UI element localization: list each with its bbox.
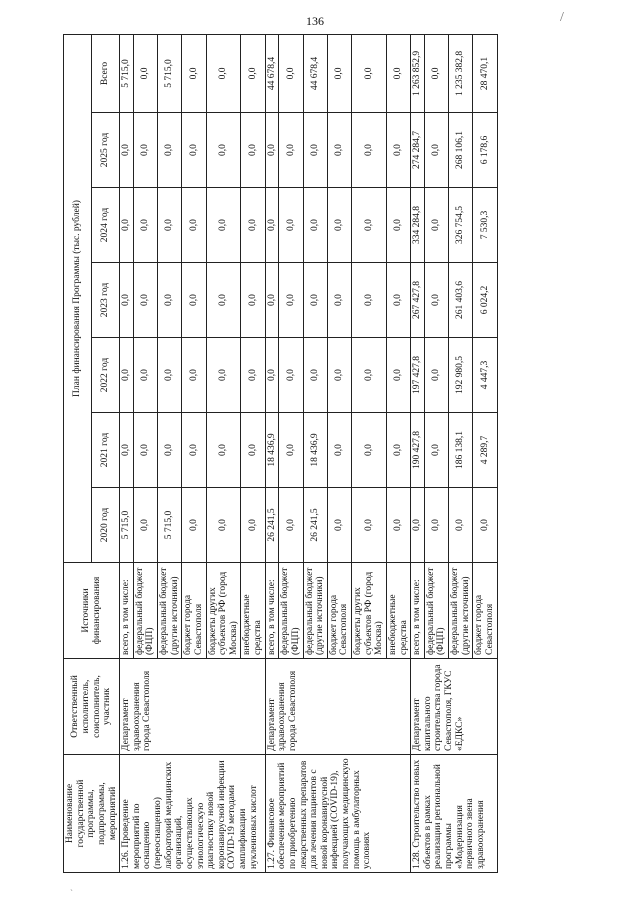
value-cell: 0,0 xyxy=(133,113,157,188)
value-cell: 0,0 xyxy=(158,113,182,188)
value-cell: 0,0 xyxy=(386,188,410,263)
table-row xyxy=(411,34,425,872)
value-cell: 0,0 xyxy=(303,113,327,188)
value-cell: 0,0 xyxy=(424,188,448,263)
value-cell: 0,0 xyxy=(386,488,410,563)
value-total: 1 263 852,9 xyxy=(411,34,425,112)
value-cell: 6 024,2 xyxy=(473,263,497,338)
value-cell: 26 241,5 xyxy=(303,488,327,563)
header-executor: Ответственный исполнитель, соисполнитель, участник xyxy=(64,659,120,755)
value-cell: 0,0 xyxy=(386,113,410,188)
value-total: 0,0 xyxy=(279,34,303,112)
table-row xyxy=(120,34,134,872)
value-cell: 197 427,8 xyxy=(411,338,425,413)
value-cell: 0,0 xyxy=(352,413,387,488)
value-cell: 18 436,9 xyxy=(303,413,327,488)
value-cell: 0,0 xyxy=(265,263,279,338)
value-cell: 0,0 xyxy=(206,263,241,338)
value-cell: 0,0 xyxy=(120,338,134,413)
value-cell: 0,0 xyxy=(206,338,241,413)
funding-source: бюджеты других субъектов РФ (город Москва) xyxy=(206,563,241,659)
value-cell: 0,0 xyxy=(279,188,303,263)
measure-name: 1.27. Финансовое обеспечение мероприятий по приобретению лекарственных препаратов для лечения пациентов с новой коронавирусной инфекцией (COVID-19), получающих медицинскую помощь в амбулаторных условиях xyxy=(265,755,411,873)
value-cell: 0,0 xyxy=(352,113,387,188)
value-total: 0,0 xyxy=(352,34,387,112)
value-cell: 192 980,5 xyxy=(449,338,473,413)
value-cell: 0,0 xyxy=(424,413,448,488)
value-cell: 0,0 xyxy=(352,263,387,338)
value-cell: 186 138,1 xyxy=(449,413,473,488)
value-cell: 0,0 xyxy=(158,413,182,488)
page-number: 136 xyxy=(306,14,324,28)
value-cell: 0,0 xyxy=(182,413,206,488)
value-cell: 0,0 xyxy=(279,338,303,413)
funding-source: всего, в том числе: xyxy=(120,563,134,659)
value-total: 0,0 xyxy=(386,34,410,112)
header-row-1 xyxy=(64,34,92,872)
header-year-2022: 2022 год xyxy=(92,338,120,413)
value-cell: 267 427,8 xyxy=(411,263,425,338)
table-row xyxy=(265,34,279,872)
value-total: 1 235 382,8 xyxy=(449,34,473,112)
funding-source: всего, в том числе: xyxy=(265,563,279,659)
value-cell: 0,0 xyxy=(424,488,448,563)
executor: Департамент капитального строительства города Севастополя, ГКУС «ЕДКС» xyxy=(411,659,497,755)
funding-source: федеральный бюджет (ФЦП) xyxy=(424,563,448,659)
value-cell: 0,0 xyxy=(120,263,134,338)
value-cell: 0,0 xyxy=(279,113,303,188)
value-cell: 190 427,8 xyxy=(411,413,425,488)
value-cell: 0,0 xyxy=(411,488,425,563)
funding-source: бюджет города Севастополя xyxy=(182,563,206,659)
value-cell: 5 715,0 xyxy=(158,488,182,563)
value-cell: 0,0 xyxy=(386,413,410,488)
value-cell: 0,0 xyxy=(241,188,265,263)
measure-name: 1.28. Строительство новых объектов в рамках реализации региональной программы «Модернизация первичного звена здравоохранения xyxy=(411,755,497,873)
value-cell: 6 178,6 xyxy=(473,113,497,188)
header-name: Наименование государственной программы, подпрограммы, мероприятий xyxy=(64,755,120,873)
value-cell: 0,0 xyxy=(424,263,448,338)
value-cell: 0,0 xyxy=(473,488,497,563)
value-cell: 0,0 xyxy=(182,263,206,338)
corner-mark: / xyxy=(560,10,564,25)
value-cell: 4 289,7 xyxy=(473,413,497,488)
value-cell: 0,0 xyxy=(279,413,303,488)
value-cell: 18 436,9 xyxy=(265,413,279,488)
value-cell: 0,0 xyxy=(241,488,265,563)
value-cell: 261 403,6 xyxy=(449,263,473,338)
value-cell: 0,0 xyxy=(386,338,410,413)
header-year-2021: 2021 год xyxy=(92,413,120,488)
value-cell: 0,0 xyxy=(182,338,206,413)
value-cell: 0,0 xyxy=(158,188,182,263)
value-total: 0,0 xyxy=(424,34,448,112)
value-cell: 0,0 xyxy=(206,488,241,563)
executor: Департамент здравоохранения города Севастополя xyxy=(265,659,411,755)
value-cell: 0,0 xyxy=(182,188,206,263)
header-year-2025: 2025 год xyxy=(92,113,120,188)
value-cell: 0,0 xyxy=(133,413,157,488)
value-cell: 0,0 xyxy=(352,188,387,263)
value-cell: 326 754,5 xyxy=(449,188,473,263)
funding-source: бюджет города Севастополя xyxy=(473,563,497,659)
header-year-2020: 2020 год xyxy=(92,488,120,563)
value-cell: 0,0 xyxy=(327,488,351,563)
value-cell: 5 715,0 xyxy=(120,488,134,563)
value-cell: 0,0 xyxy=(279,488,303,563)
value-cell: 0,0 xyxy=(241,263,265,338)
rotated-table-container xyxy=(63,35,598,873)
value-cell: 0,0 xyxy=(327,413,351,488)
value-cell: 0,0 xyxy=(386,263,410,338)
value-cell: 0,0 xyxy=(279,263,303,338)
value-cell: 26 241,5 xyxy=(265,488,279,563)
value-cell: 0,0 xyxy=(182,488,206,563)
financing-table xyxy=(63,34,498,873)
value-cell: 0,0 xyxy=(158,263,182,338)
value-cell: 0,0 xyxy=(120,188,134,263)
value-cell: 0,0 xyxy=(120,113,134,188)
value-total: 0,0 xyxy=(327,34,351,112)
funding-source: внебюджетные средства xyxy=(386,563,410,659)
value-cell: 0,0 xyxy=(120,413,134,488)
header-year-2024: 2024 год xyxy=(92,188,120,263)
header-year-2023: 2023 год xyxy=(92,263,120,338)
funding-source: федеральный бюджет (другие источники) xyxy=(449,563,473,659)
value-total: 5 715,0 xyxy=(158,34,182,112)
funding-source: внебюджетные средства xyxy=(241,563,265,659)
value-cell: 0,0 xyxy=(303,188,327,263)
value-cell: 0,0 xyxy=(206,413,241,488)
measure-name: 1.26. Проведение мероприятий по оснащению (переоснащению) лабораторий медицинских организаций, осуществляющих этиологическую диагностику новой коронавирусной инфекции COVID-19 методами амплификации нуклеиновых кислот xyxy=(120,755,266,873)
value-total: 0,0 xyxy=(206,34,241,112)
value-total: 0,0 xyxy=(133,34,157,112)
funding-source: федеральный бюджет (другие источники) xyxy=(303,563,327,659)
value-cell: 7 530,3 xyxy=(473,188,497,263)
scan-mark: ` xyxy=(70,888,73,898)
value-cell: 0,0 xyxy=(241,113,265,188)
value-cell: 0,0 xyxy=(133,263,157,338)
value-cell: 0,0 xyxy=(182,113,206,188)
table-body xyxy=(120,34,497,872)
value-total: 28 470,1 xyxy=(473,34,497,112)
header-plan: План финансирования Программы (тыс. рублей) xyxy=(64,34,92,562)
value-cell: 0,0 xyxy=(352,338,387,413)
value-total: 44 678,4 xyxy=(303,34,327,112)
value-cell: 0,0 xyxy=(327,113,351,188)
value-cell: 0,0 xyxy=(241,413,265,488)
funding-source: федеральный бюджет (ФЦП) xyxy=(133,563,157,659)
value-cell: 0,0 xyxy=(265,113,279,188)
funding-source: федеральный бюджет (другие источники) xyxy=(158,563,182,659)
funding-source: бюджет города Севастополя xyxy=(327,563,351,659)
value-cell: 0,0 xyxy=(133,338,157,413)
value-cell: 0,0 xyxy=(206,188,241,263)
value-cell: 0,0 xyxy=(133,488,157,563)
funding-source: федеральный бюджет (ФЦП) xyxy=(279,563,303,659)
value-cell: 0,0 xyxy=(327,263,351,338)
value-cell: 0,0 xyxy=(424,113,448,188)
value-cell: 274 284,7 xyxy=(411,113,425,188)
value-cell: 0,0 xyxy=(449,488,473,563)
value-total: 44 678,4 xyxy=(265,34,279,112)
executor: Департамент здравоохранения города Севастополя xyxy=(120,659,266,755)
value-cell: 0,0 xyxy=(327,338,351,413)
value-cell: 0,0 xyxy=(327,188,351,263)
value-cell: 334 284,8 xyxy=(411,188,425,263)
value-cell: 4 447,3 xyxy=(473,338,497,413)
value-cell: 0,0 xyxy=(265,188,279,263)
value-cell: 0,0 xyxy=(158,338,182,413)
header-source: Источники финансирования xyxy=(64,563,120,659)
header-total: Всего xyxy=(92,34,120,112)
value-cell: 0,0 xyxy=(352,488,387,563)
value-cell: 0,0 xyxy=(133,188,157,263)
value-total: 0,0 xyxy=(182,34,206,112)
value-cell: 268 106,1 xyxy=(449,113,473,188)
funding-source: бюджеты других субъектов РФ (город Москва) xyxy=(352,563,387,659)
value-cell: 0,0 xyxy=(303,338,327,413)
funding-source: всего, в том числе: xyxy=(411,563,425,659)
value-total: 5 715,0 xyxy=(120,34,134,112)
value-cell: 0,0 xyxy=(303,263,327,338)
value-cell: 0,0 xyxy=(206,113,241,188)
value-cell: 0,0 xyxy=(265,338,279,413)
value-cell: 0,0 xyxy=(241,338,265,413)
value-total: 0,0 xyxy=(241,34,265,112)
value-cell: 0,0 xyxy=(424,338,448,413)
